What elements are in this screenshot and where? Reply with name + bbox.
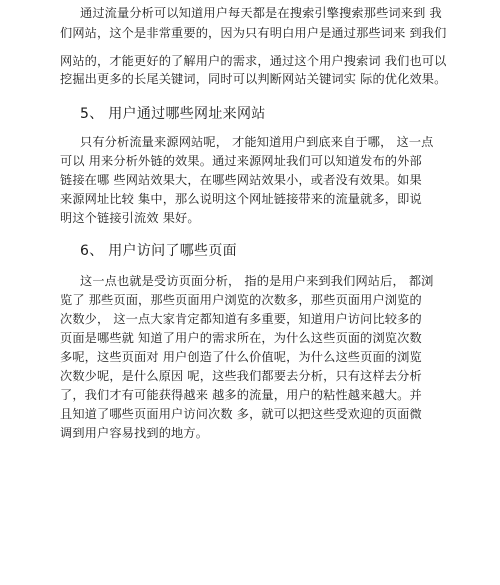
section-6-line: 次数少， 这一点大家肯定都知道有多重要，知道用户访问比较多的 <box>60 312 422 326</box>
section-6-line: 多呢，这些页面对 用户创造了什么价值呢，为什么这些页面的浏览 <box>60 350 422 364</box>
section-5-line: 只有分析流量来源网站呢， 才能知道用户到底来自于哪， 这一点 <box>80 135 434 149</box>
paragraph-1-line: 通过流量分析可以知道用户每天都是在搜索引擎搜索那些词来到 我 <box>80 6 442 20</box>
section-5-line: 明这个链接引流效 果好。 <box>60 211 200 225</box>
section-5-heading: 5、 用户通过哪些网址来网站 <box>80 106 266 122</box>
section-5-line: 链接在哪 些网站效果大，在哪些网站效果小，或者没有效果。如果 <box>60 173 422 187</box>
section-6-heading: 6、 用户访问了哪些页面 <box>80 243 237 259</box>
section-5-line: 可以 用来分析外链的效果。通过来源网址我们可以知道发布的外部 <box>60 154 422 168</box>
section-6-line: 了，我们才有可能获得越来 越多的流量，用户的粘性越来越大。并 <box>60 388 422 402</box>
paragraph-2-line: 网站的，才能更好的了解用户的需求，通过这个用户搜索词 我们也可以 <box>60 54 447 68</box>
section-6-line: 调到用户容易找到的地方。 <box>60 426 209 440</box>
section-6-line: 且知道了哪些页面用户访问次数 多，就可以把这些受欢迎的页面微 <box>60 407 422 421</box>
section-5-line: 来源网址比较 集中，那么说明这个网址链接带来的流量就多，即说 <box>60 192 422 206</box>
section-6-line: 这一点也就是受访页面分析， 指的是用户来到我们网站后， 都浏 <box>80 274 434 288</box>
paragraph-2-line: 挖掘出更多的长尾关键词，同时可以判断网站关键词实 际的优化效果。 <box>60 72 447 86</box>
section-6-line: 览了 那些页面，那些页面用户浏览的次数多，那些页面用户浏览的 <box>60 293 422 307</box>
section-6-line: 次数少呢，是什么原因 呢，这些我们都要去分析，只有这样去分析 <box>60 369 422 383</box>
section-6-line: 页面是哪些就 知道了用户的需求所在，为什么这些页面的浏览次数 <box>60 331 422 345</box>
paragraph-1-line: 们网站，这个是非常重要的，因为只有明白用户是通过那些词来 到我们 <box>60 26 447 40</box>
